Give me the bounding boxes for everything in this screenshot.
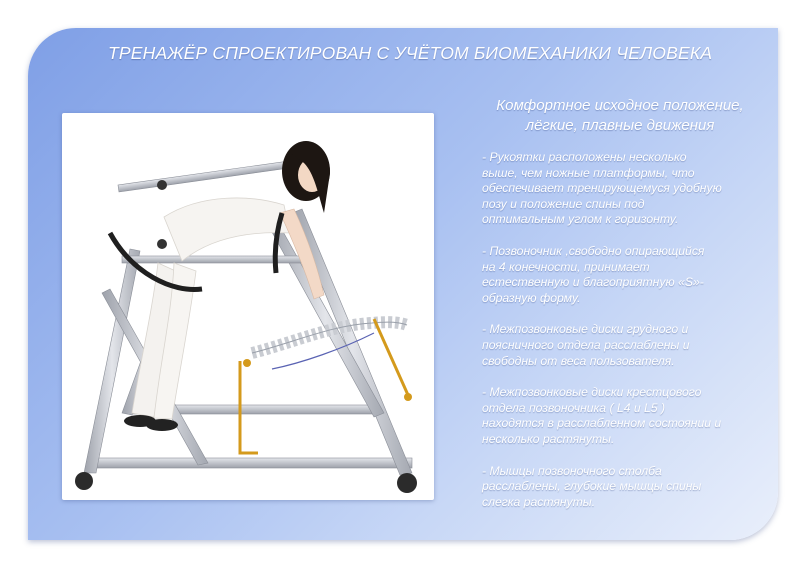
benefit-list — [482, 150, 762, 526]
benefit-line: расслаблены, глубокие мышцы спины — [482, 479, 702, 494]
benefit-line: - Межпозвонковые диски крестцового — [482, 385, 702, 400]
benefit-line: отдела позвоночника ( L4 и L5 ) — [482, 400, 666, 415]
subtitle — [470, 96, 770, 136]
benefit-line: находятся в расслабленном состоянии и — [482, 416, 722, 431]
subtitle-line: лёгкие, плавные движения — [525, 117, 715, 134]
trainer-illustration — [62, 113, 434, 500]
benefit-line: свободны от веса пользователя. — [482, 353, 675, 368]
benefit-item — [482, 244, 762, 306]
trainer-photo — [62, 113, 434, 500]
benefit-item — [482, 322, 762, 369]
benefit-line: на 4 конечности, принимает — [482, 259, 650, 274]
subtitle-line: Комфортное исходное положение, — [496, 97, 744, 114]
benefit-item — [482, 385, 762, 447]
benefit-line: позу и положение спины под — [482, 196, 645, 211]
benefit-item — [482, 464, 762, 511]
benefit-line: несколько растянуты. — [482, 431, 615, 446]
benefit-line: - Мышцы позвоночного столба — [482, 463, 662, 478]
benefit-line: естественную и благоприятную «S»- — [482, 275, 704, 290]
benefit-line: образную форму. — [482, 290, 581, 305]
benefit-line: выше, чем ножные платформы, что — [482, 165, 695, 180]
benefit-line: - Позвоночник ,свободно опирающийся — [482, 243, 705, 258]
benefit-line: - Межпозвонковые диски грудного и — [482, 322, 689, 337]
benefit-item — [482, 150, 762, 228]
benefit-line: поясничного отдела расслаблены и — [482, 337, 690, 352]
headline: ТРЕНАЖЁР СПРОЕКТИРОВАН С УЧЁТОМ БИОМЕХАНИКИ ЧЕЛОВЕКА — [108, 43, 713, 63]
benefit-line: обеспечивает тренирующемуся удобную — [482, 181, 722, 196]
benefit-line: - Рукоятки расположены несколько — [482, 150, 687, 164]
benefit-line: слегка растянуты. — [482, 494, 596, 509]
benefit-line: оптимальным углом к горизонту. — [482, 212, 679, 227]
